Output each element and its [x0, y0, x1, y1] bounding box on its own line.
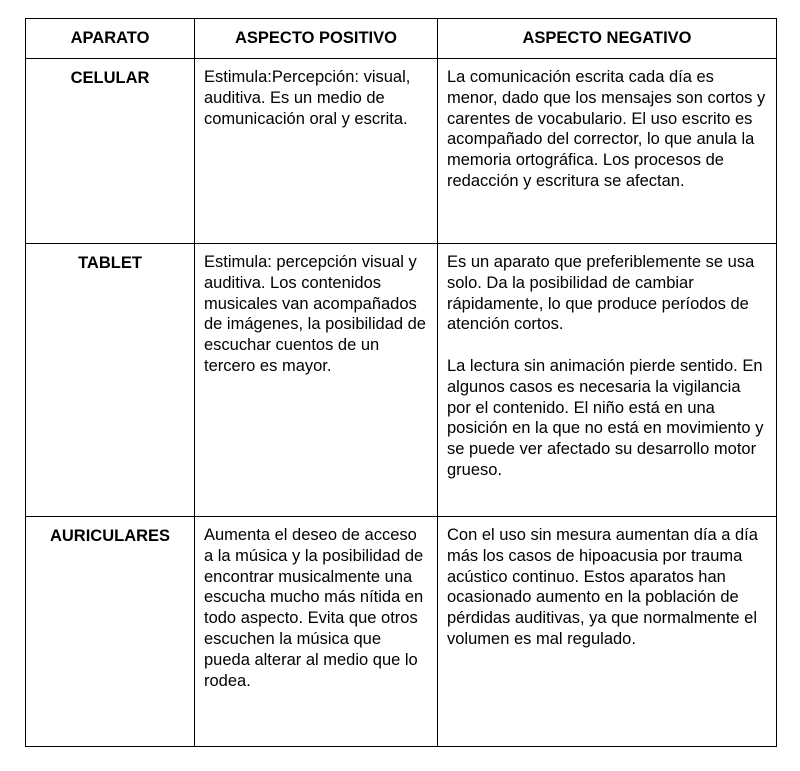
positive-cell — [195, 517, 438, 747]
device-cell: TABLET — [26, 244, 195, 517]
positive-text: Estimula: percepción visual y auditiva. Los contenidos musicales van acompañados de imágenes, la posibilidad de escuchar cuentos de un tercero es mayor. — [204, 253, 426, 375]
header-row — [26, 19, 777, 59]
table-row-celular — [26, 59, 777, 244]
header-device: APARATO — [26, 19, 195, 59]
comparison-table — [25, 18, 777, 747]
negative-text: Con el uso sin mesura aumentan día a día más los casos de hipoacusia por trauma acústico continuo. Estos aparatos han ocasionado aumento en la población de pérdidas auditivas, ya que normalmente el volumen es mal regulado. — [447, 526, 758, 648]
negative-cell — [438, 244, 777, 517]
positive-cell — [195, 59, 438, 244]
negative-text: La lectura sin animación pierde sentido. En algunos casos es necesaria la vigilancia por el contenido. El niño está en una posición en la que no está en movimiento y se puede ver afectado su desarrollo motor grueso. — [447, 356, 764, 479]
device-cell: CELULAR — [26, 59, 195, 244]
table-row-auriculares — [26, 517, 777, 747]
negative-text: La comunicación escrita cada día es menor, dado que los mensajes son cortos y carentes de vocabulario. El uso escrito es acompañado del corrector, lo que anula la memoria ortográfica. Los procesos de redacción y escritura se afectan. — [447, 68, 766, 190]
positive-text: Estimula:Percepción: visual, auditiva. Es un medio de comunicación oral y escrita. — [204, 68, 411, 128]
header-positive: ASPECTO POSITIVO — [195, 19, 438, 59]
positive-cell — [195, 244, 438, 517]
negative-cell — [438, 517, 777, 747]
table-row-tablet — [26, 244, 777, 517]
header-negative: ASPECTO NEGATIVO — [438, 19, 777, 59]
negative-text: Es un aparato que preferiblemente se usa solo. Da la posibilidad de cambiar rápidamente, lo que produce períodos de atención cortos. — [447, 253, 755, 334]
positive-text: Aumenta el deseo de acceso a la música y la posibilidad de encontrar musicalmente una escucha mucho más nítida en todo aspecto. Evita que otros escuchen la música que pueda alterar al medio que lo rodea. — [204, 526, 424, 690]
negative-cell — [438, 59, 777, 244]
device-cell: AURICULARES — [26, 517, 195, 747]
